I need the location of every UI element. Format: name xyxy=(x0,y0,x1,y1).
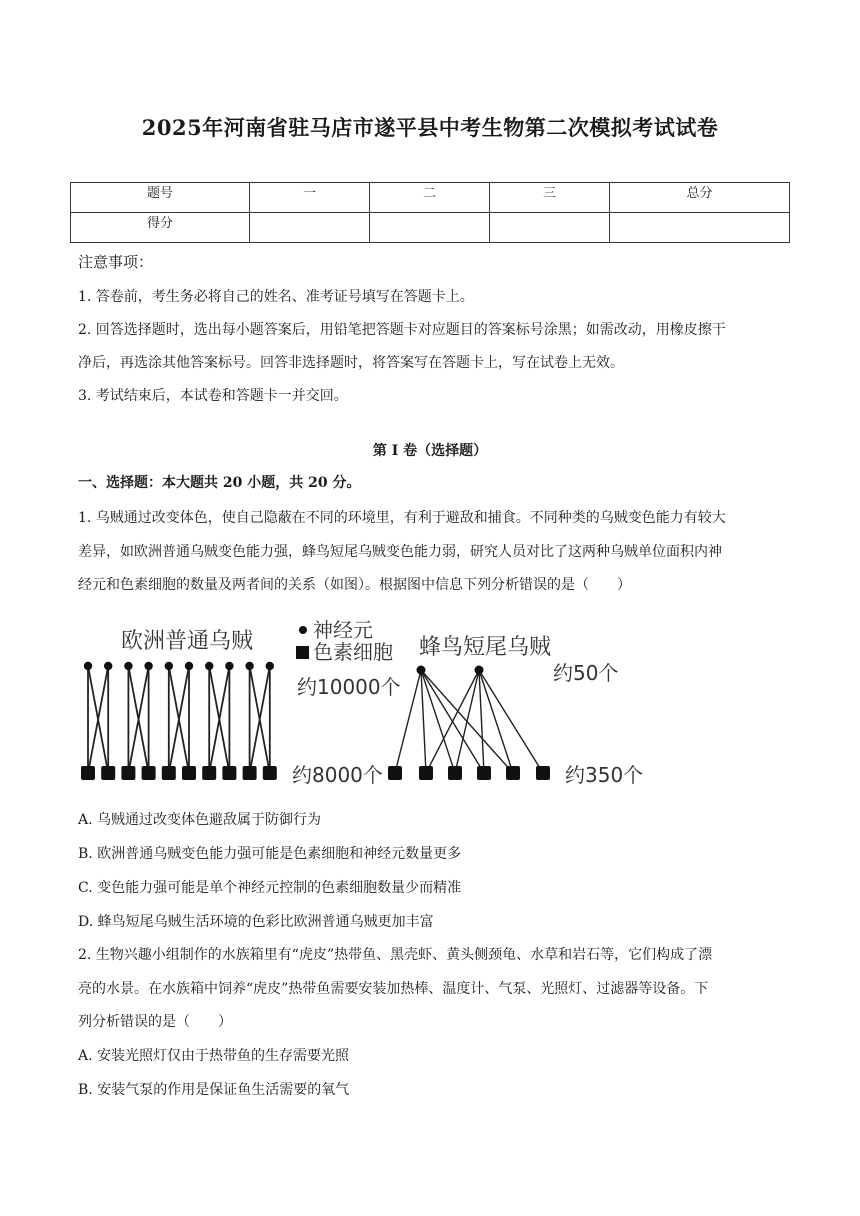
neuron-dot xyxy=(205,662,213,670)
part-heading: 一、选择题：本大题共 20 小题，共 20 分。 xyxy=(78,475,361,491)
pigment-cell xyxy=(419,766,433,780)
pigment-cell xyxy=(263,766,277,780)
left-pigment-count: 约8000个 xyxy=(292,763,383,787)
pigment-cell xyxy=(222,766,236,780)
question-1-line: 差异，如欧洲普通乌贼变色能力强，蜂鸟短尾乌贼变色能力弱，研究人员对比了这两种乌贼单位面积内神 xyxy=(78,544,722,560)
score-header-cell: 二 xyxy=(370,183,490,213)
legend-pigment-icon xyxy=(296,646,309,659)
score-header-cell: 题号 xyxy=(71,183,250,213)
pigment-cell xyxy=(448,766,462,780)
pigment-cell xyxy=(81,766,95,780)
question-2-line: 列分析错误的是（ ） xyxy=(78,1014,232,1030)
right-pigment-cells xyxy=(388,766,550,780)
question-2-line: 亮的水景。在水族箱中饲养“虎皮”热带鱼需要安装加热棒、温度计、气泵、光照灯、过滤器等设备。下 xyxy=(78,981,709,997)
connection-line xyxy=(421,670,455,773)
legend-pigment-label: 色素细胞 xyxy=(313,640,393,664)
score-row-label: 得分 xyxy=(71,213,250,243)
notice-item: 2. 回答选择题时，选出每小题答案后，用铅笔把答题卡对应题目的答案标号涂黑；如需改动，用橡皮擦干 xyxy=(78,322,726,338)
question-1-option: A. 乌贼通过改变体色避敌属于防御行为 xyxy=(78,812,322,828)
notice-item: 3. 考试结束后，本试卷和答题卡一并交回。 xyxy=(78,388,348,404)
question-1-line: 经元和色素细胞的数量及两者间的关系（如图）。根据图中信息下列分析错误的是（ ） xyxy=(78,577,631,593)
score-cell[interactable] xyxy=(490,213,610,243)
score-cell[interactable] xyxy=(250,213,370,243)
question-1-line: 1. 乌贼通过改变体色，使自己隐蔽在不同的环境里，有利于避敌和捕食。不同种类的乌贼变色能力有较大 xyxy=(78,510,726,526)
left-connection-lines xyxy=(88,666,270,773)
pigment-cell xyxy=(162,766,176,780)
neuron-dot xyxy=(104,662,112,670)
neuron-dot xyxy=(165,662,173,670)
score-table-header-row xyxy=(71,183,790,213)
right-pigment-count: 约350个 xyxy=(565,763,644,787)
neuron-pigment-figure xyxy=(75,608,665,793)
pigment-cell xyxy=(536,766,550,780)
notice-item: 1. 答卷前，考生务必将自己的姓名、准考证号填写在答题卡上。 xyxy=(78,289,474,305)
pigment-cell xyxy=(506,766,520,780)
left-neurons xyxy=(84,662,274,670)
score-table xyxy=(70,182,790,243)
neuron-dot xyxy=(124,662,132,670)
left-pigment-cells xyxy=(81,766,277,780)
connection-line xyxy=(421,670,426,773)
pigment-cell xyxy=(101,766,115,780)
question-1-option: D. 蜂鸟短尾乌贼生活环境的色彩比欧洲普通乌贼更加丰富 xyxy=(78,914,434,930)
notice-heading: 注意事项： xyxy=(78,253,154,271)
neuron-dot xyxy=(266,662,274,670)
connection-line xyxy=(479,670,513,773)
left-neuron-count: 约10000个 xyxy=(297,675,401,699)
legend-neuron-label: 神经元 xyxy=(313,618,373,642)
question-2-option: B. 安装气泵的作用是保证鱼生活需要的氧气 xyxy=(78,1082,350,1098)
pigment-cell xyxy=(388,766,402,780)
neuron-dot xyxy=(144,662,152,670)
question-2-line: 2. 生物兴趣小组制作的水族箱里有“虎皮”热带鱼、黑壳虾、黄头侧颈龟、水草和岩石等，它们构成了漂 xyxy=(78,947,713,963)
pigment-cell xyxy=(142,766,156,780)
connection-line xyxy=(479,670,543,773)
neuron-dot xyxy=(225,662,233,670)
neuron-dot xyxy=(84,662,92,670)
neuron-dot xyxy=(417,666,426,675)
connection-line xyxy=(455,670,479,773)
score-table-score-row xyxy=(71,213,790,243)
pigment-cell xyxy=(182,766,196,780)
pigment-cell xyxy=(243,766,257,780)
right-neuron-count: 约50个 xyxy=(553,661,619,685)
score-cell[interactable] xyxy=(610,213,790,243)
pigment-cell xyxy=(477,766,491,780)
neuron-dot xyxy=(475,666,484,675)
score-header-cell: 一 xyxy=(250,183,370,213)
score-header-cell: 总分 xyxy=(610,183,790,213)
right-species-label: 蜂鸟短尾乌贼 xyxy=(419,635,552,660)
left-species-label: 欧洲普通乌贼 xyxy=(121,629,254,654)
exam-title: 2025年河南省驻马店市遂平县中考生物第二次模拟考试试卷 xyxy=(141,115,719,140)
question-1-option: C. 变色能力强可能是单个神经元控制的色素细胞数量少而精准 xyxy=(78,880,462,896)
right-neurons xyxy=(417,666,484,675)
connection-line xyxy=(479,670,484,773)
question-2-option: A. 安装光照灯仅由于热带鱼的生存需要光照 xyxy=(78,1048,350,1064)
notice-item: 净后，再选涂其他答案标号。回答非选择题时，将答案写在答题卡上，写在试卷上无效。 xyxy=(78,355,624,371)
neuron-dot xyxy=(185,662,193,670)
neuron-dot xyxy=(245,662,253,670)
right-connection-lines xyxy=(395,670,543,773)
pigment-cell xyxy=(121,766,135,780)
pigment-cell xyxy=(202,766,216,780)
legend-neuron-icon xyxy=(299,626,307,634)
score-header-cell: 三 xyxy=(490,183,610,213)
question-1-option: B. 欧洲普通乌贼变色能力强可能是色素细胞和神经元数量更多 xyxy=(78,846,462,862)
score-cell[interactable] xyxy=(370,213,490,243)
section-title: 第 I 卷（选择题） xyxy=(372,443,488,459)
